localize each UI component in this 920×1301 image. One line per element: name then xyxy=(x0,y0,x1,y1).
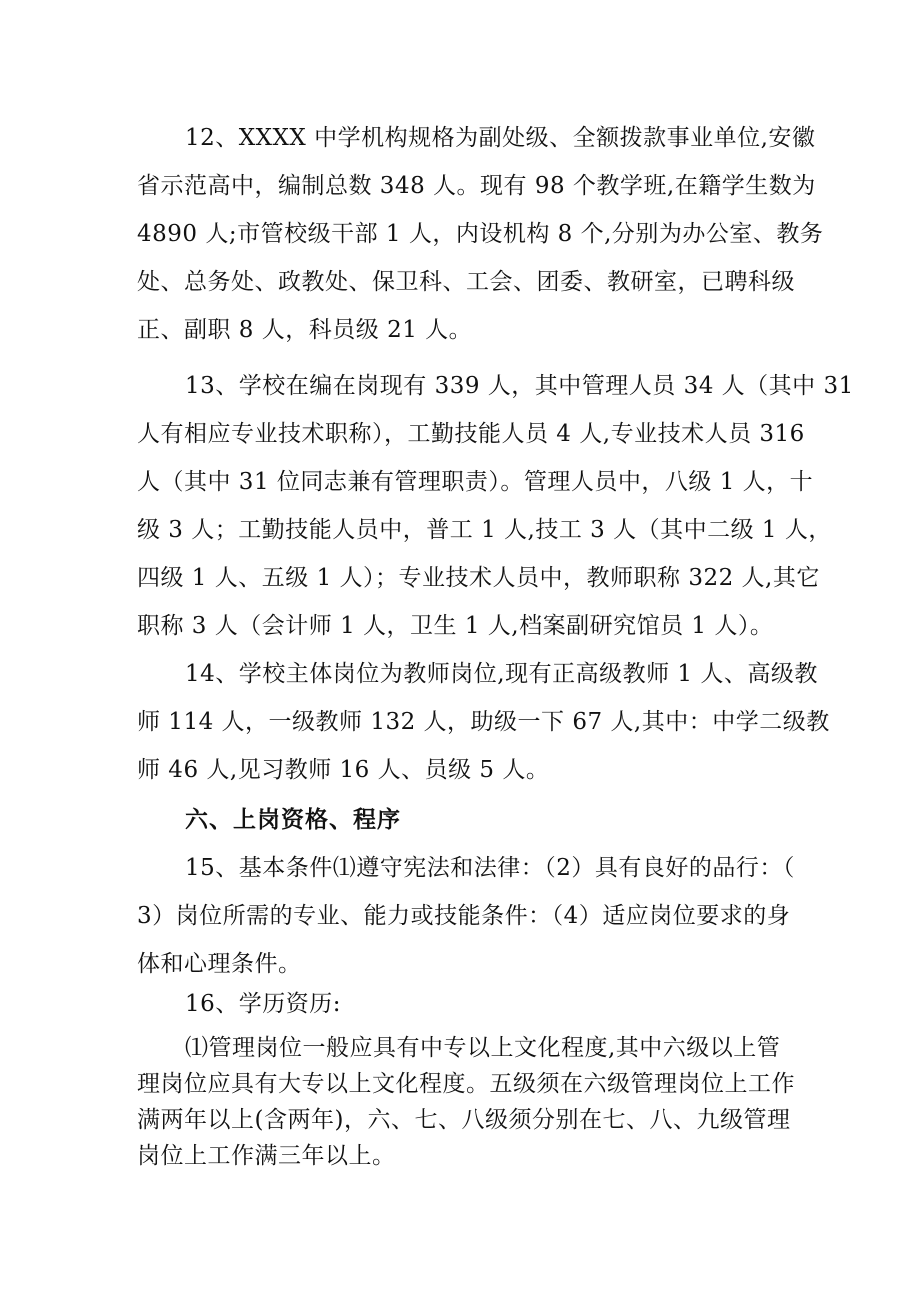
text-line: 理岗位应具有大专以上文化程度。五级须在六级管理岗位上工作 xyxy=(137,1071,795,1097)
text-line: 四级 1 人、五级 1 人）；专业技术人员中，教师职称 322 人,其它 xyxy=(137,565,820,591)
text-line: 体和心理条件。 xyxy=(137,951,302,977)
paragraph-15 xyxy=(137,844,797,988)
text-line: 人有相应专业技术职称），工勤技能人员 4 人,专业技术人员 316 xyxy=(137,421,805,447)
text-line: 正、副职 8 人，科员级 21 人。 xyxy=(137,317,473,343)
text-line: 16、学历资历: xyxy=(185,991,342,1017)
text-line: ⑴管理岗位一般应具有中专以上文化程度,其中六级以上管 xyxy=(185,1035,781,1061)
text-line: 15、基本条件⑴遵守宪法和法律：（2）具有良好的品行：（ xyxy=(185,855,795,881)
text-line: 职称 3 人（会计师 1 人，卫生 1 人,档案副研究馆员 1 人）。 xyxy=(137,613,774,639)
paragraph-14 xyxy=(137,650,830,794)
text-line: 级 3 人；工勤技能人员中，普工 1 人,技工 3 人（其中二级 1 人， xyxy=(137,517,832,543)
text-line: 12、XXXX 中学机构规格为副处级、全额拨款事业单位,安徽 xyxy=(185,125,816,151)
paragraph-16 xyxy=(137,980,797,1028)
text-line: 人（其中 31 位同志兼有管理职责）。管理人员中，八级 1 人，十 xyxy=(137,469,814,495)
text-line: 13、学校在编在岗现有 339 人，其中管理人员 34 人（其中 31 xyxy=(185,373,854,399)
text-line: 师 46 人,见习教师 16 人、员级 5 人。 xyxy=(137,757,550,783)
section-heading: 六、上岗资格、程序 xyxy=(185,807,401,833)
text-line: 4890 人;市管校级干部 1 人，内设机构 8 个,分别为办公室、教务 xyxy=(137,221,824,247)
text-line: 处、总务处、政教处、保卫科、工会、团委、教研室，已聘科级 xyxy=(137,269,795,295)
text-line: 3）岗位所需的专业、能力或技能条件：（4）适应岗位要求的身 xyxy=(137,903,791,929)
paragraph-13 xyxy=(137,362,854,650)
paragraph-12 xyxy=(137,114,824,354)
text-line: 14、学校主体岗位为教师岗位,现有正高级教师 1 人、高级教 xyxy=(185,661,818,687)
text-line: 师 114 人，一级教师 132 人，助级一下 67 人,其中：中学二级教 xyxy=(137,709,830,735)
paragraph-16-1 xyxy=(137,1030,797,1174)
text-line: 满两年以上(含两年)，六、七、八级须分别在七、八、九级管理 xyxy=(137,1107,791,1133)
text-line: 省示范高中，编制总数 348 人。现有 98 个教学班,在籍学生数为 xyxy=(137,173,816,199)
text-line: 岗位上工作满三年以上。 xyxy=(137,1143,396,1169)
